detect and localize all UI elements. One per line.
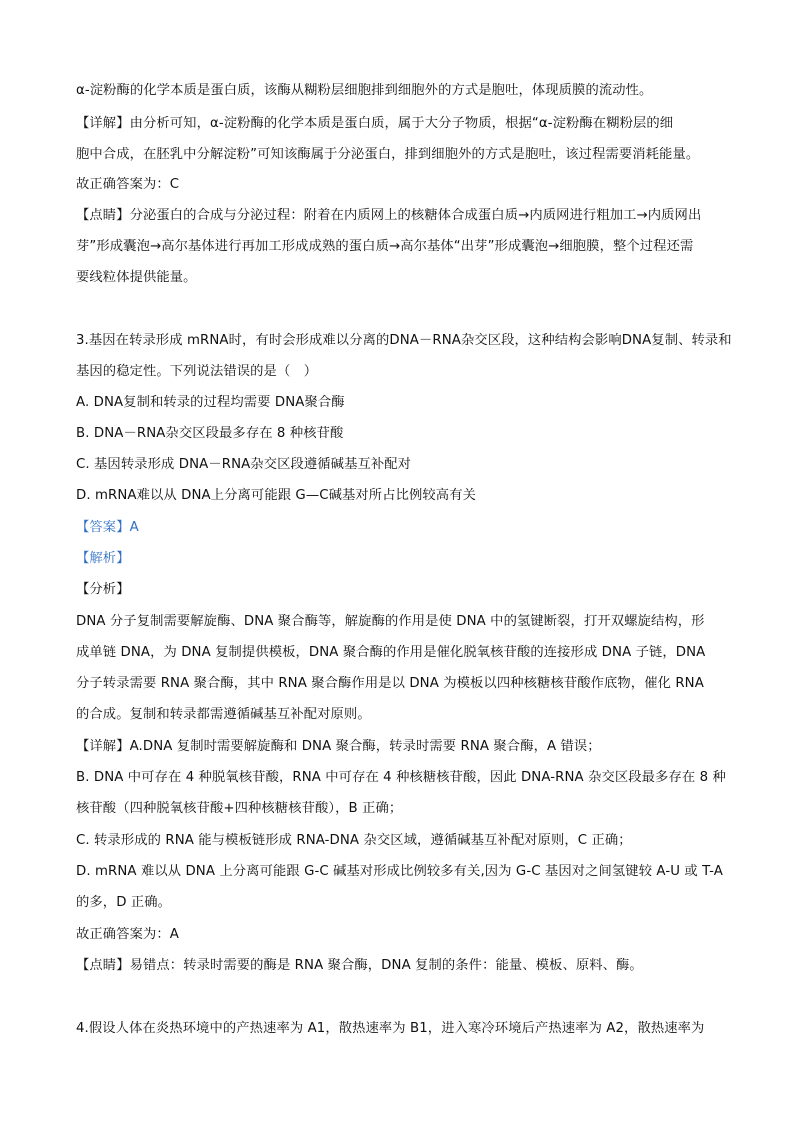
q3-point-line1 [76, 956, 736, 976]
q3-detail-line3: 核苷酸（四种脱氧核苷酸+四种核糖核苷酸），B 正确； [76, 801, 403, 816]
q3-fenxi-line2: 成单链 DNA，为 DNA 复制提供模板，DNA 聚合酶的作用是催化脱氧核苷酸的连接形成 DNA 子链，DNA [76, 645, 706, 660]
q2-point-line2: 芽”形成囊泡→高尔基体进行再加工形成成熟的蛋白质→高尔基体“出芽”形成囊泡→细胞膜，整个过程还需 [76, 239, 694, 254]
q2-point-line3: 要线粒体提供能量。 [76, 270, 197, 285]
q2-point-text1: 分泌蛋白的合成与分泌过程：附着在内质网上的核糖体合成蛋白质→内质网进行粗加工→内质网出 [129, 208, 702, 223]
q3-option-d: D. mRNA难以从 DNA上分离可能跟 G—C碱基对所占比例较高有关 [76, 488, 476, 503]
q3-point-text1: 易错点：转录时需要的酶是 RNA 聚合酶，DNA 复制的条件：能量、模板、原料、酶。 [129, 958, 643, 973]
q4-stem-line1: 4.假设人体在炎热环境中的产热速率为 A1，散热速率为 B1，进入寒冷环境后产热速率为 A2，散热速率为 [76, 1021, 705, 1036]
q2-detail-line1 [76, 114, 736, 134]
point-label: 【点睛】 [76, 958, 130, 973]
q2-analysis-line: α-淀粉酶的化学本质是蛋白质，该酶从糊粉层细胞排到细胞外的方式是胞吐，体现质膜的流动性。 [76, 83, 653, 98]
q3-detail-line4: C. 转录形成的 RNA 能与模板链形成 RNA-DNA 杂交区域，遵循碱基互补配对原则，C 正确； [76, 833, 632, 848]
q3-option-b: B. DNA－RNA杂交区段最多存在 8 种核苷酸 [76, 426, 344, 441]
q3-fenxi-line3: 分子转录需要 RNA 聚合酶，其中 RNA 聚合酶作用是以 DNA 为模板以四种核糖核苷酸作底物，催化 RNA [76, 676, 704, 691]
q3-stem-line2: 基因的稳定性。下列说法错误的是（ ） [76, 364, 318, 379]
detail-label: 【详解】 [76, 116, 130, 131]
q2-point-line1 [76, 206, 736, 226]
q3-detail-line6: 的多，D 正确。 [76, 895, 172, 910]
detail-label: 【详解】 [76, 739, 130, 754]
q3-answer-line: 故正确答案为：A [76, 927, 179, 942]
q3-detail-line5: D. mRNA 难以从 DNA 上分离可能跟 G-C 碱基对形成比例较多有关,因为 G-C 基因对之间氢键较 A-U 或 T-A [76, 864, 723, 879]
q3-fenxi-line1: DNA 分子复制需要解旋酶、DNA 聚合酶等，解旋酶的作用是使 DNA 中的氢键断裂，打开双螺旋结构，形 [76, 614, 705, 629]
q3-stem-line1: 3.基因在转录形成 mRNA时，有时会形成难以分离的DNA－RNA杂交区段，这种结构会影响DNA复制、转录和 [76, 333, 732, 348]
q3-detail-text1: A.DNA 复制时需要解旋酶和 DNA 聚合酶，转录时需要 RNA 聚合酶，A 错误； [129, 739, 601, 754]
q3-answer-label: 【答案】A [76, 520, 139, 535]
q2-answer-line: 故正确答案为：C [76, 177, 180, 192]
point-label: 【点睛】 [76, 208, 130, 223]
q3-detail-line2: B. DNA 中可存在 4 种脱氧核苷酸，RNA 中可存在 4 种核糖核苷酸，因此 DNA-RNA 杂交区段最多存在 8 种 [76, 770, 726, 785]
q3-fenxi-label: 【分析】 [76, 582, 130, 597]
q2-detail-line2: 胞中合成，在胚乳中分解淀粉”可知该酶属于分泌蛋白，排到细胞外的方式是胞吐，该过程需要消耗能量。 [76, 147, 700, 162]
q3-option-a: A. DNA复制和转录的过程均需要 DNA聚合酶 [76, 395, 345, 410]
q3-analysis-label: 【解析】 [76, 551, 130, 566]
q3-option-c: C. 基因转录形成 DNA－RNA杂交区段遵循碱基互补配对 [76, 457, 412, 472]
q3-fenxi-line4: 的合成。复制和转录都需遵循碱基互补配对原则。 [76, 707, 371, 722]
q2-detail-text1: 由分析可知，α-淀粉酶的化学本质是蛋白质，属于大分子物质，根据“α-淀粉酶在糊粉层的细 [129, 116, 674, 131]
q3-detail-line1 [76, 737, 736, 757]
